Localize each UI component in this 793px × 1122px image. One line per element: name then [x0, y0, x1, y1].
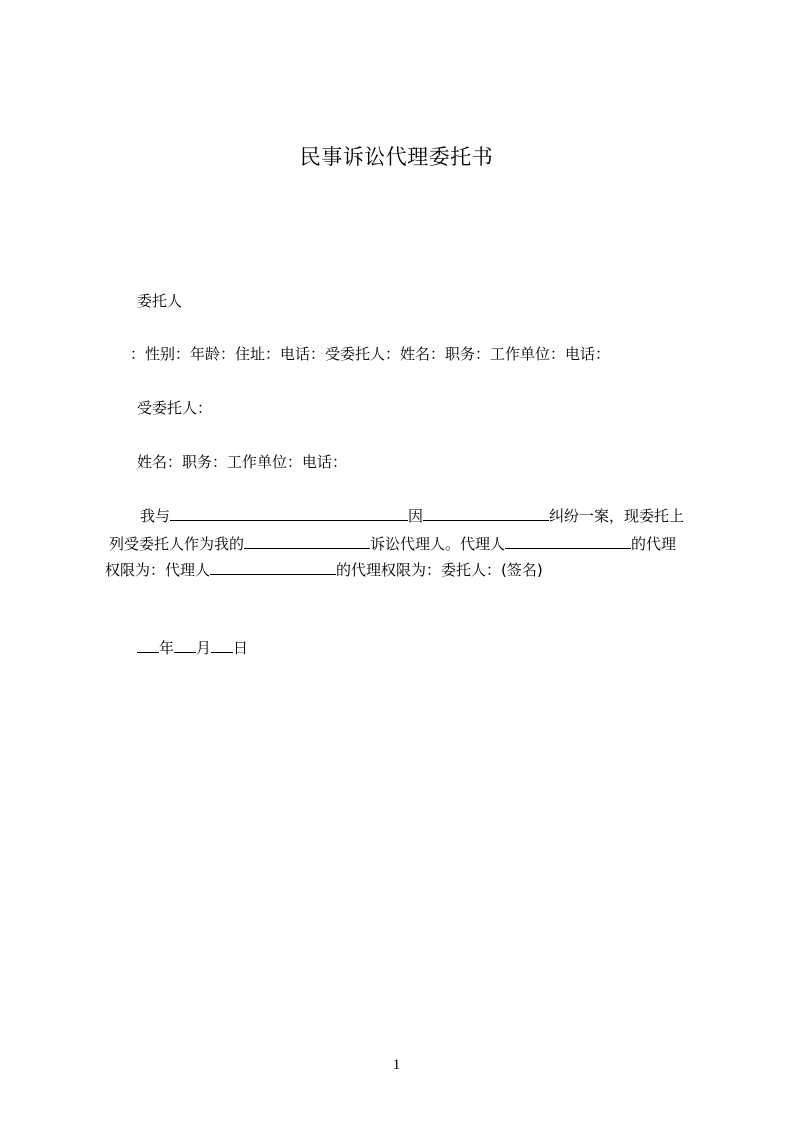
principal-label: 委托人 [137, 292, 183, 310]
agent-label: 受委托人： [137, 399, 213, 417]
blank-line [170, 505, 408, 521]
statement-text: 诉讼代理人。代理人 [370, 535, 506, 553]
day-blank [211, 637, 233, 653]
statement-line-1 [140, 504, 684, 528]
page-number: 1 [392, 1057, 401, 1073]
year-blank [137, 637, 159, 653]
month-blank [174, 637, 196, 653]
statement-text: 的代理 [631, 535, 677, 553]
blank-line [505, 533, 631, 549]
statement-text: 我与 [140, 507, 171, 525]
date-day: 日 [233, 639, 249, 657]
principal-fields: ：性别：年龄：住址：电话：受委托人：姓名：职务：工作单位：电话： [130, 345, 611, 363]
blank-line [423, 505, 549, 521]
date-line [137, 636, 248, 660]
date-year: 年 [159, 639, 175, 657]
statement-text: 纠纷一案，现委托上 [549, 507, 685, 525]
statement-text: 的代理权限为：委托人：(签名) [336, 561, 543, 579]
date-month: 月 [196, 639, 212, 657]
statement-line-2 [109, 532, 676, 556]
blank-line [244, 533, 370, 549]
document-title: 民事诉讼代理委托书 [299, 145, 494, 169]
blank-line [210, 559, 336, 575]
statement-text: 权限为：代理人 [105, 561, 211, 579]
statement-text: 因 [408, 507, 424, 525]
statement-text: 列受委托人作为我的 [109, 535, 245, 553]
statement-line-3 [105, 558, 543, 582]
agent-fields: 姓名：职务：工作单位：电话： [137, 453, 348, 471]
